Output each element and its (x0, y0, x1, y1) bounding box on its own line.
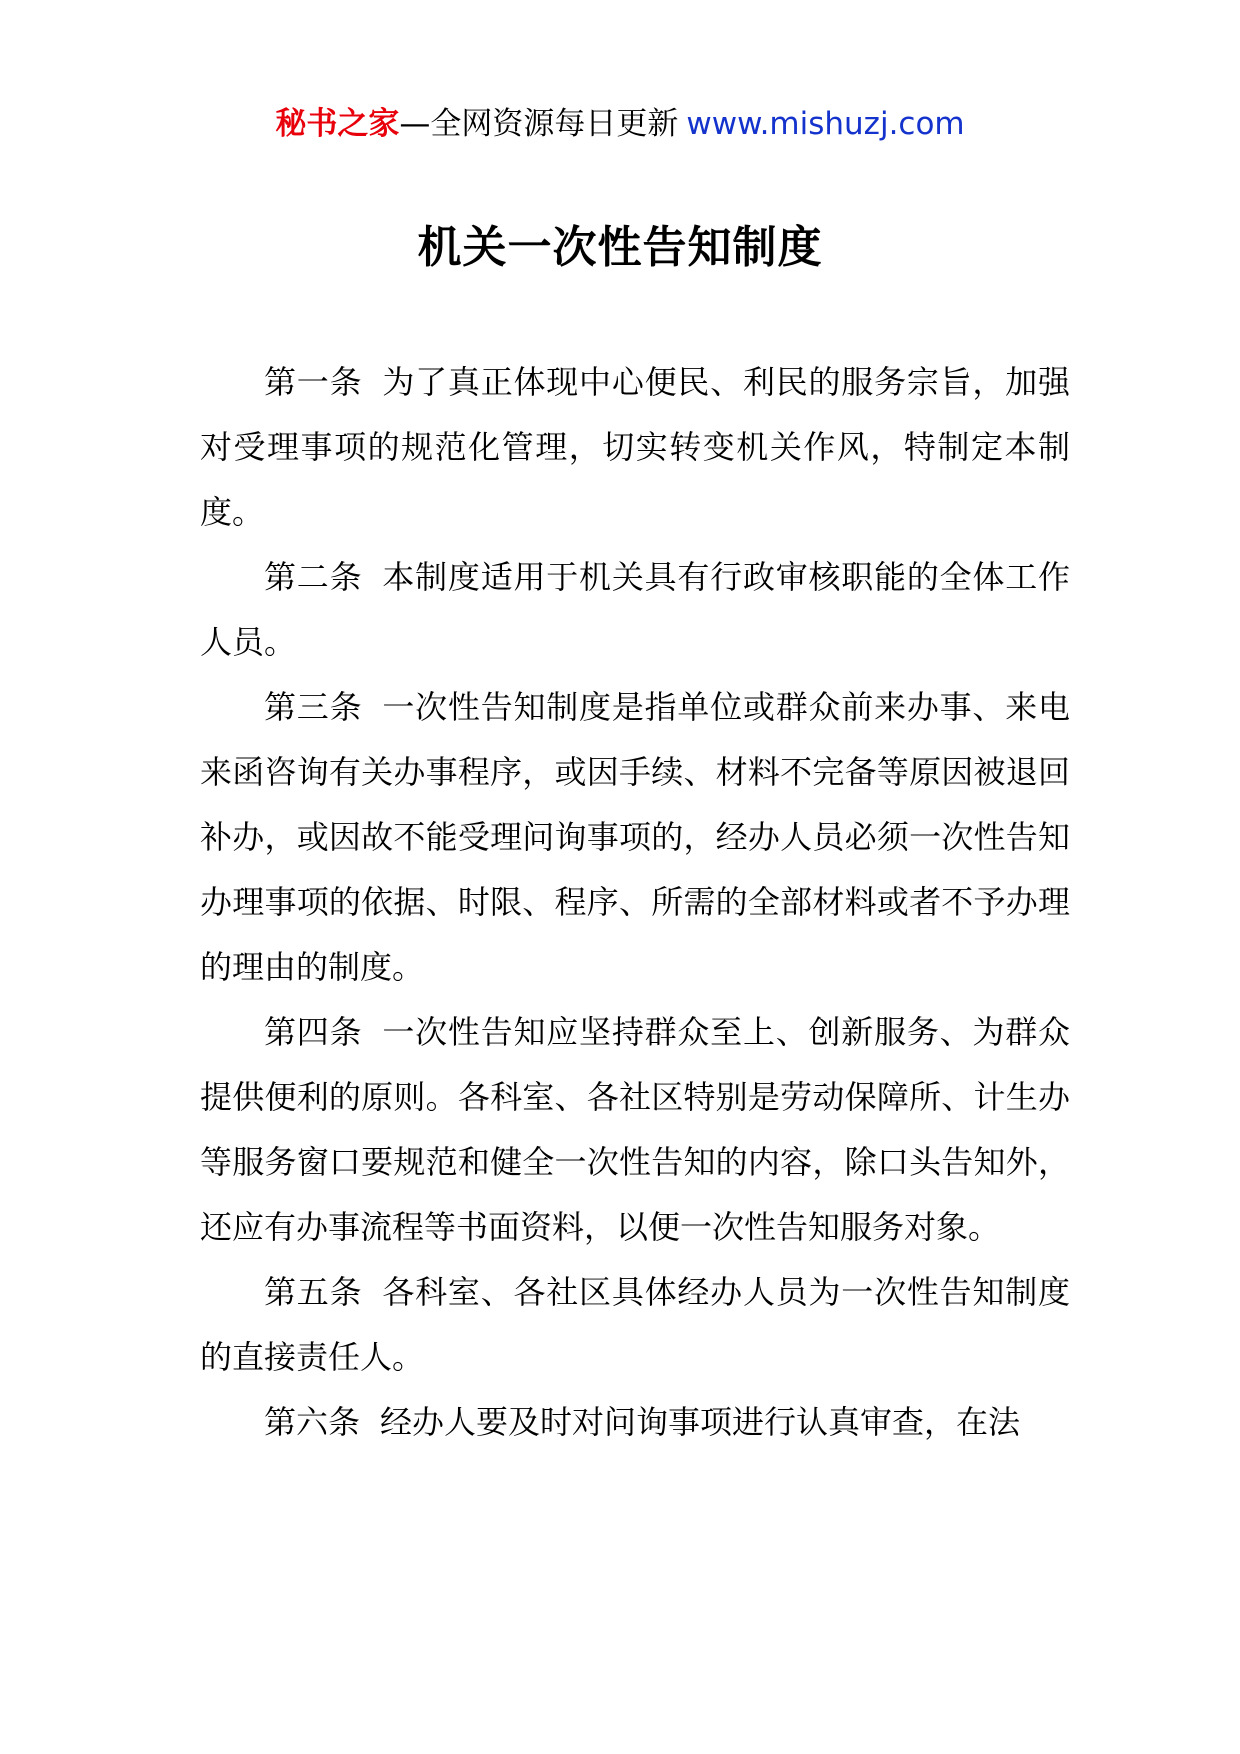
website-link[interactable]: www.mishuzj.com (686, 106, 965, 142)
article-text: 本制度适用于机关具有行政审核职能的全体工作人员。 (200, 558, 1070, 661)
article-number: 第五条 (264, 1273, 363, 1311)
document-title: 机关一次性告知制度 (417, 222, 823, 273)
brand-name: 秘书之家 (275, 106, 400, 142)
article-text: 经办人要及时对问询事项进行认真审查，在法 (380, 1403, 1021, 1441)
header-tagline: —全网资源每日更新 (399, 106, 679, 142)
article-1 (200, 350, 1070, 545)
article-number: 第一条 (264, 363, 363, 401)
article-2 (200, 545, 1070, 675)
article-number: 第二条 (264, 558, 363, 596)
article-text: 一次性告知应坚持群众至上、创新服务、为群众提供便利的原则。各科室、各社区特别是劳动保障所、计生办等服务窗口要规范和健全一次性告知的内容，除口头告知外，还应有办事流程等书面资料，以便一次性告知服务对象。 (200, 1013, 1070, 1246)
article-text: 一次性告知制度是指单位或群众前来办事、来电来函咨询有关办事程序，或因手续、材料不完备等原因被退回补办，或因故不能受理问询事项的，经办人员必须一次性告知办理事项的依据、时限、程序、所需的全部材料或者不予办理的理由的制度。 (200, 688, 1070, 986)
page-header (0, 104, 1240, 144)
document-body (200, 350, 1070, 1455)
article-text: 为了真正体现中心便民、利民的服务宗旨，加强对受理事项的规范化管理，切实转变机关作风，特制定本制度。 (200, 363, 1070, 531)
article-number: 第四条 (264, 1013, 363, 1051)
article-4 (200, 1000, 1070, 1260)
article-text: 各科室、各社区具体经办人员为一次性告知制度的直接责任人。 (200, 1273, 1070, 1376)
article-3 (200, 675, 1070, 1000)
article-5 (200, 1260, 1070, 1390)
article-number: 第三条 (264, 688, 363, 726)
article-6 (200, 1390, 1070, 1455)
article-number: 第六条 (264, 1403, 361, 1441)
